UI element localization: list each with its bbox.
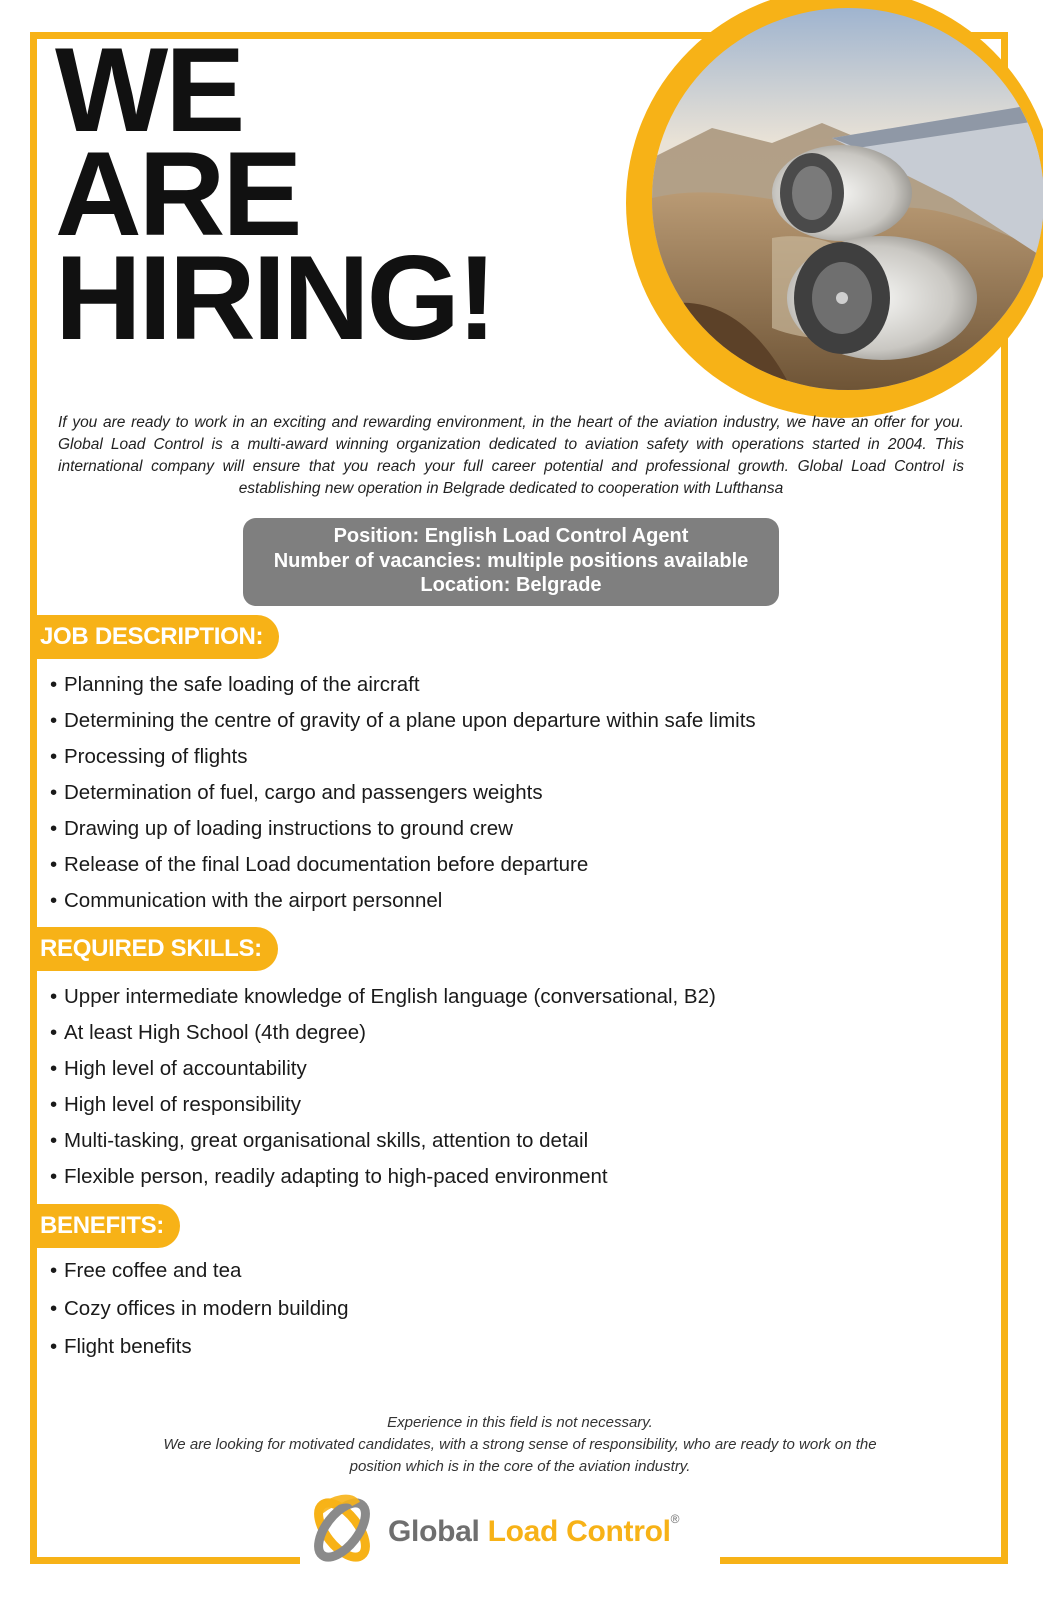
list-item: • Drawing up of loading instructions to ground crew [50,811,756,847]
headline-line-3: HIRING! [55,231,494,365]
list-item: • Determining the centre of gravity of a plane upon departure within safe limits [50,703,756,739]
intro-paragraph: If you are ready to work in an exciting and rewarding environment, in the heart of the aviation industry, we have an offer for you. Global Load Control is a multi-award winning organization dedicated to aviation safety with operations started in 2004. This international company will ensure that you reach your full career potential and professional growth. Global Load Control is establishing new operation in Belgrade dedicated to cooperation with Lufthansa [58,414,964,497]
required-skills-list [50,979,716,1195]
logo-wordmark [388,1512,679,1549]
aircraft-engine-photo [652,8,1043,390]
list-item: • Flexible person, readily adapting to high-paced environment [50,1159,716,1195]
list-item: • High level of accountability [50,1051,716,1087]
list-item: • Flight benefits [50,1328,349,1366]
vacancies-count: Number of vacancies: multiple positions available [273,549,749,572]
list-item: • Determination of fuel, cargo and passengers weights [50,775,756,811]
headline-line-1: WE [55,23,243,157]
headline-line-2: ARE [55,127,300,261]
list-item: • Release of the final Load documentation before departure [50,847,756,883]
benefits-heading: BENEFITS: [30,1204,180,1248]
aircraft-engine-icon [652,8,1043,390]
list-item: • Free coffee and tea [50,1252,349,1290]
list-item: • At least High School (4th degree) [50,1015,716,1051]
list-item: • Planning the safe loading of the aircraft [50,667,756,703]
closing-line-2: We are looking for motivated candidates, with a strong sense of responsibility, who are ready to work on the position which is in the core of the aviation industry. [163,1436,877,1475]
position-summary-box [243,518,779,606]
company-logo [300,1490,720,1570]
list-item: • Cozy offices in modern building [50,1290,349,1328]
required-skills-heading: REQUIRED SKILLS: [30,927,278,971]
list-item: • Upper intermediate knowledge of English language (conversational, B2) [50,979,716,1015]
benefits-list [50,1252,349,1366]
list-item: • Communication with the airport personnel [50,883,756,919]
registered-mark: ® [670,1512,680,1526]
closing-line-1: Experience in this field is not necessary. [387,1414,653,1431]
list-item: • High level of responsibility [50,1087,716,1123]
logo-word-global: Global [388,1515,480,1548]
list-item: • Processing of flights [50,739,756,775]
headline [55,23,494,365]
logo-word-load-control: Load Control [487,1515,671,1548]
position-title: Position: English Load Control Agent [333,525,689,547]
job-location: Location: Belgrade [420,574,602,596]
job-description-heading: JOB DESCRIPTION: [30,615,279,659]
global-load-control-logo-icon [306,1494,378,1566]
job-description-list [50,667,756,919]
list-item: • Multi-tasking, great organisational skills, attention to detail [50,1123,716,1159]
closing-note [150,1412,890,1478]
